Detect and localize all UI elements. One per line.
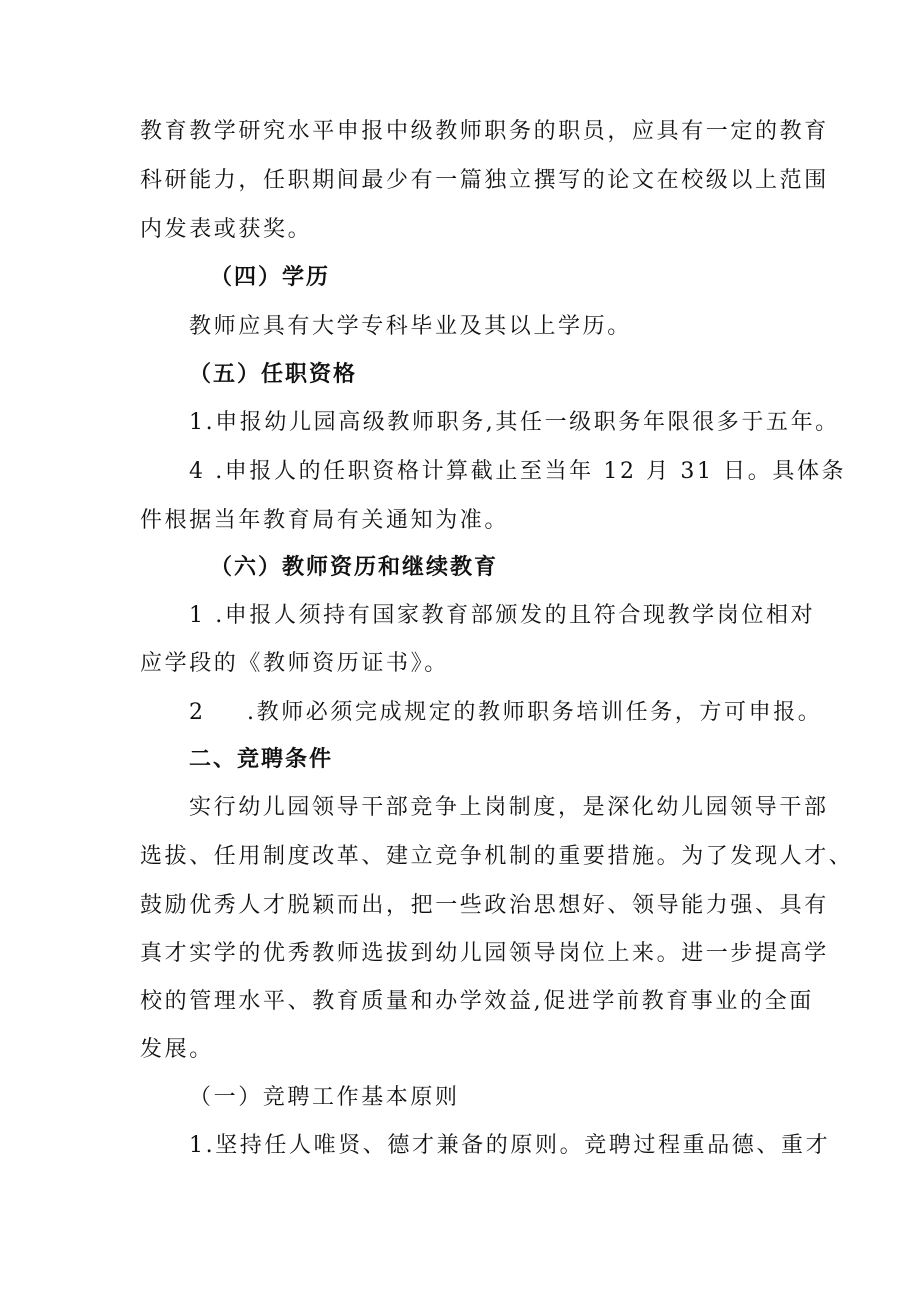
chapter-heading: 二、竞聘条件 xyxy=(189,747,334,772)
paragraph-line: 教育教学研究水平申报中级教师职务的职员，应具有一定的教育 xyxy=(140,119,829,144)
paragraph-line: 实行幼儿园领导干部竞争上岗制度，是深化幼儿园领导干部 xyxy=(189,795,829,820)
section-heading: （一）竞聘工作基本原则 xyxy=(189,1085,460,1110)
list-item: 1.坚持任人唯贤、德才兼备的原则。竞聘过程重品德、重才 xyxy=(189,1133,831,1158)
paragraph-line: 内发表或获奖。 xyxy=(140,217,313,242)
paragraph-line: 科研能力，任职期间最少有一篇独立撰写的论文在校级以上范围 xyxy=(140,168,829,193)
list-item-number: 2 xyxy=(189,700,206,725)
paragraph-line: 选拔、任用制度改革、建立竞争机制的重要措施。为了发现人才、 xyxy=(140,844,854,869)
paragraph-line: 发展。 xyxy=(140,1037,214,1062)
paragraph-line: 应学段的《教师资历证书》。 xyxy=(140,651,449,676)
paragraph-line: 鼓励优秀人才脱颖而出，把一些政治思想好、领导能力强、具有 xyxy=(140,893,829,918)
list-item: 1.申报幼儿园高级教师职务,其任一级职务年限很多于五年。 xyxy=(189,410,840,435)
section-heading: （六）教师资历和继续教育 xyxy=(210,555,499,580)
paragraph-line: 真才实学的优秀教师选拔到幼儿园领导岗位上来。进一步提高学 xyxy=(140,941,829,966)
paragraph-line: 件根据当年教育局有关通知为准。 xyxy=(140,508,510,533)
paragraph-line: 教师应具有大学专科毕业及其以上学历。 xyxy=(189,314,632,339)
list-item xyxy=(189,698,823,728)
paragraph-line: 校的管理水平、教育质量和办学效益,促进学前教育事业的全面 xyxy=(140,989,814,1014)
list-item: 1 .申报人须持有国家教育部颁发的且符合现教学岗位相对 xyxy=(189,603,816,628)
section-heading: （五）任职资格 xyxy=(189,362,358,387)
list-item: 4 .申报人的任职资格计算截止至当年 12 月 31 日。具体条 xyxy=(189,459,847,484)
section-heading: （四）学历 xyxy=(210,265,331,290)
list-item-text: .教师必须完成规定的教师职务培训任务，方可申报。 xyxy=(247,700,823,725)
